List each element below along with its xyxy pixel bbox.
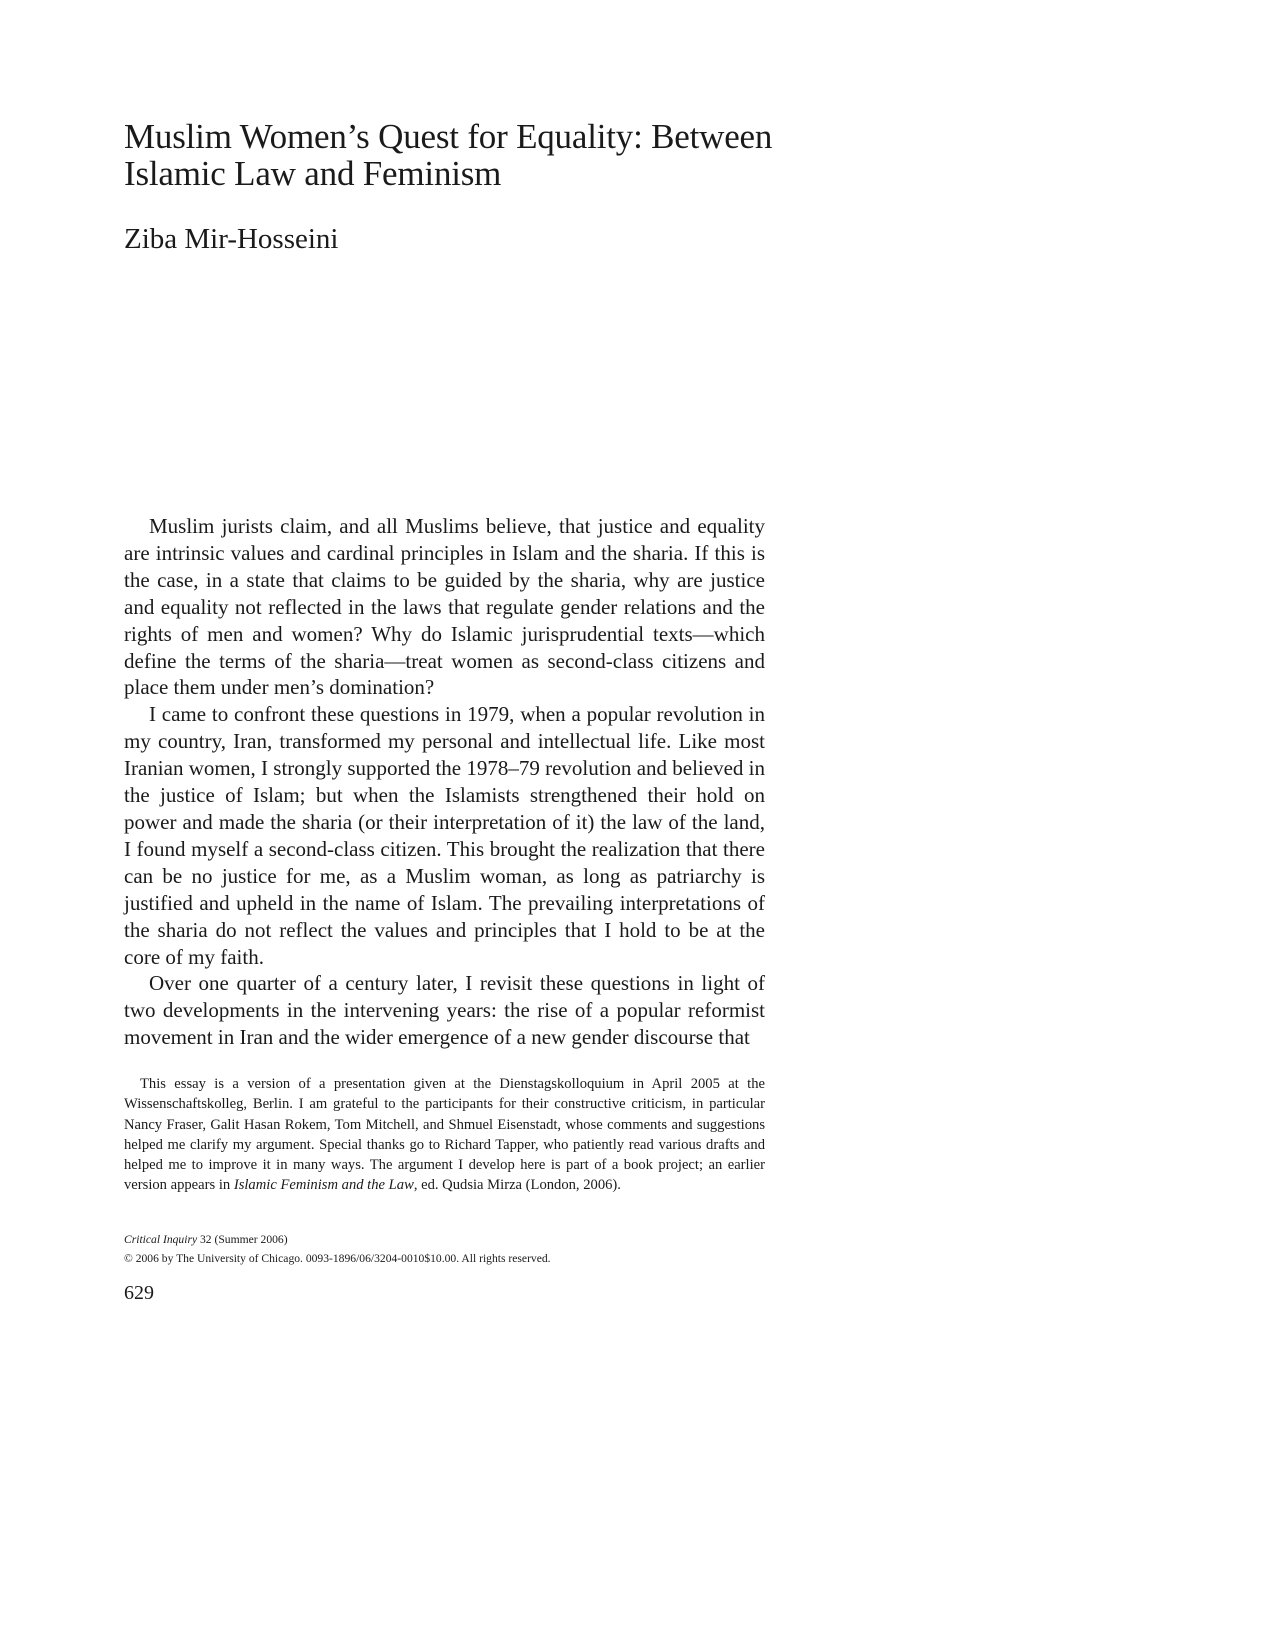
body-paragraph: I came to confront these questions in 1979, when a popular revolution in my country, Iran, transformed my personal and intellectual life. Like most Iranian women, I strongly supported the 1978–79 revolution and believed in the justice of Islam; but when the Islamists strengthened their hold on power and made the sharia (or their interpretation of it) the law of the land, I found myself a second-class citizen. This brought the realization that there can be no justice for me, as a Muslim woman, as long as patriarchy is justified and upheld in the name of Islam. The prevailing interpretations of the sharia do not reflect the values and principles that I hold to be at the core of my faith. — [124, 702, 765, 969]
author-name: Ziba Mir-Hosseini — [124, 223, 339, 255]
journal-issue: 32 (Summer 2006) — [197, 1233, 288, 1246]
body-paragraph: Muslim jurists claim, and all Muslims believe, that justice and equality are intrinsic values and cardinal principles in Islam and the sharia. If this is the case, in a state that claims to be guided by the sharia, why are justice and equality not reflected in the laws that regulate gender relations and the rights of men and women? Why do Islamic jurisprudential texts—which define the terms of the sharia—treat women as second-class citizens and place them under men’s domination? — [124, 514, 765, 700]
article-title: Muslim Women’s Quest for Equality: Between Islamic Law and Feminism — [124, 117, 773, 193]
journal-line — [124, 1230, 765, 1249]
acknowledgement-note — [124, 1074, 765, 1196]
publication-info — [124, 1230, 765, 1268]
page-number: 629 — [124, 1282, 154, 1304]
note-text-end: , ed. Qudsia Mirza (London, 2006). — [413, 1177, 621, 1194]
note-text: This essay is a version of a presentation given at the Dienstagskolloquium in April 2005 at the Wissenschaftskolleg, Berlin. I am grateful to the participants for their constructive criticism, in particular Nancy Fraser, Galit Hasan Rokem, Tom Mitchell, and Shmuel Eisenstadt, whose comments and suggestions helped me clarify my argument. Special thanks go to Richard Tapper, who patiently read various drafts and helped me to improve it in many ways. The argument I develop here is part of a book project; an earlier version appears in — [124, 1076, 765, 1194]
body-text — [124, 513, 765, 1051]
cited-book-title: Islamic Feminism and the Law — [233, 1177, 414, 1194]
journal-name: Critical Inquiry — [124, 1233, 198, 1246]
copyright-line: © 2006 by The University of Chicago. 0093-1896/06/3204-0010$10.00. All rights reserved. — [124, 1252, 551, 1265]
body-paragraph: Over one quarter of a century later, I revisit these questions in light of two developments in the intervening years: the rise of a popular reformist movement in Iran and the wider emergence of a new gender discourse that — [124, 971, 765, 1050]
